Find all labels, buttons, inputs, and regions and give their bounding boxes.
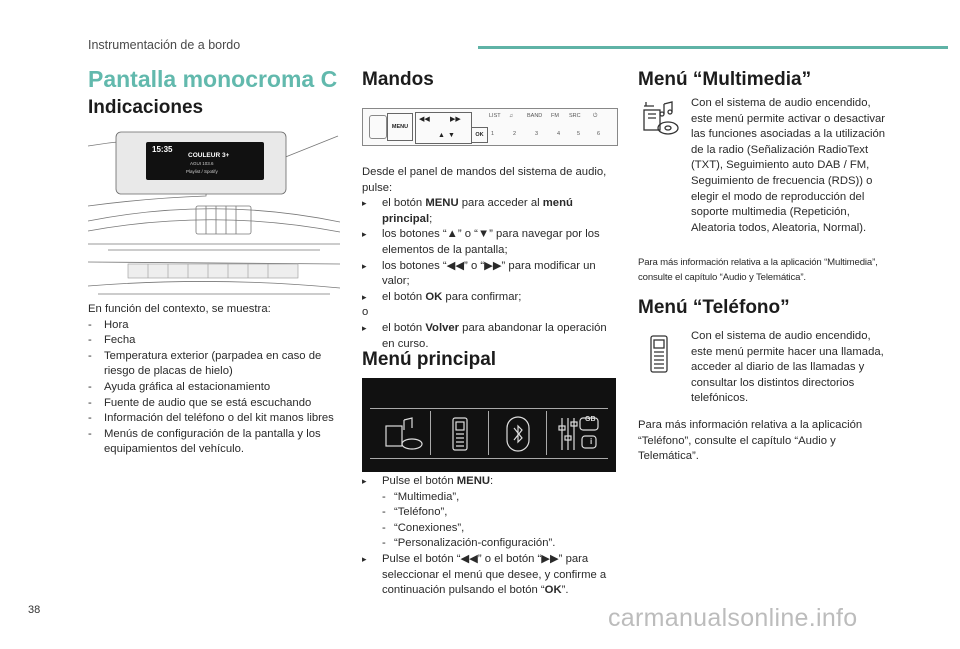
panel-arrow-pad bbox=[415, 112, 472, 144]
panel-list-label: LIST bbox=[489, 113, 501, 119]
bullet-marker-icon: ▸ bbox=[362, 322, 367, 333]
list-item: - Menús de configuración de la pantalla y los equipamientos del vehículo. bbox=[88, 427, 340, 458]
list-item: - Fuente de audio que se está escuchando bbox=[88, 396, 340, 412]
indicaciones-list bbox=[88, 318, 340, 458]
list-item: ▸ el botón OK para confirmar; bbox=[362, 290, 616, 306]
bullet-marker-icon: ▸ bbox=[362, 476, 367, 486]
bluetooth-icon bbox=[506, 416, 530, 452]
list-item: - “Personalización-configuración”. bbox=[382, 536, 616, 552]
preset-5: 5 bbox=[577, 131, 581, 137]
indicaciones-intro: En función del contexto, se muestra: bbox=[88, 303, 271, 315]
info-icon: i bbox=[590, 437, 593, 446]
panel-ok-button: OK bbox=[471, 127, 488, 143]
screen-line2: AGUI 103.6 bbox=[190, 161, 214, 166]
list-item: ▸ el botón Volver para abandonar la operación en curso. bbox=[362, 321, 607, 350]
main-menu-screen-illustration bbox=[362, 378, 616, 472]
telefono-heading: Menú “Teléfono” bbox=[638, 297, 790, 318]
preset-2: 2 bbox=[513, 131, 517, 137]
music-note-icon: ♫ bbox=[509, 113, 514, 119]
mandos-heading: Mandos bbox=[362, 69, 434, 90]
header-section-title: Instrumentación de a bordo bbox=[88, 38, 241, 52]
list-item: ▸ los botones “◀◀” o “▶▶” para modificar un valor; bbox=[362, 259, 596, 288]
list-item: - Fecha bbox=[88, 333, 340, 349]
bullet-marker-icon: ▸ bbox=[362, 229, 367, 240]
multimedia-note: Para más información relativa a la aplicación “Multimedia”, consulte el capítulo “Audio y Telemática”. bbox=[638, 257, 878, 283]
forward-icon: ▶▶ bbox=[450, 116, 461, 123]
preset-6: 6 bbox=[597, 131, 601, 137]
screen-time: 15:35 bbox=[152, 145, 173, 154]
list-item: - “Multimedia”, bbox=[382, 490, 616, 506]
header-accent-bar bbox=[478, 46, 948, 49]
menu-principal-heading: Menú principal bbox=[362, 349, 497, 370]
mandos-list bbox=[362, 196, 616, 305]
panel-menu-button: MENU bbox=[387, 113, 413, 141]
preset-3: 3 bbox=[535, 131, 539, 137]
list-item: ▸ Pulse el botón “◀◀” o el botón “▶▶” para seleccionar el menú que desee, y confirme a continuación pulsando el botón “OK”. bbox=[362, 552, 607, 597]
list-item: ▸ los botones “▲” o “▼” para navegar por los elementos de la pantalla; bbox=[362, 228, 600, 256]
list-item: - Hora bbox=[88, 318, 340, 334]
page-title: Pantalla monocroma C bbox=[88, 66, 338, 92]
list-item: ▸ Pulse el botón MENU: - “Multimedia”, - “Teléfono”, - “Conexiones”, - “Personalización-configuración”. bbox=[362, 474, 616, 552]
screen-line1: COULEUR 3+ bbox=[188, 152, 230, 159]
up-icon: ▲ bbox=[438, 132, 445, 139]
indicaciones-text bbox=[88, 302, 340, 458]
power-icon: ⏻ bbox=[593, 113, 598, 119]
multimedia-radio-icon bbox=[640, 100, 680, 136]
menu-items-list bbox=[382, 490, 616, 552]
panel-band-label: BAND bbox=[527, 113, 543, 119]
preset-4: 4 bbox=[557, 131, 561, 137]
telefono-note: Para más información relativa a la aplicación “Teléfono”, consulte el capítulo “Audio y Telemática”. bbox=[638, 419, 863, 463]
bullet-marker-icon: ▸ bbox=[362, 198, 367, 209]
list-item: ▸ el botón MENU para acceder al menú principal; bbox=[362, 197, 573, 225]
menu-principal-text bbox=[362, 474, 616, 599]
multimedia-description: Con el sistema de audio encendido, este menú permite activar o desactivar las funciones asociadas a la utilización de la radio (Señalización RadioText (TXT), Seguimiento auto DAB / FM, Seguimiento de frecuencia (RDS)) o elegir el modo de reproducción del soporte multimedia (Repetición, Aleatoria todos, Aleatoria, Normal). bbox=[691, 97, 886, 234]
indicaciones-heading: Indicaciones bbox=[88, 97, 204, 118]
multimedia-icon bbox=[382, 416, 426, 452]
preset-1: 1 bbox=[491, 131, 495, 137]
list-item: - Temperatura exterior (parpadea en caso de riesgo de placas de hielo) bbox=[88, 349, 340, 380]
bullet-marker-icon: ▸ bbox=[362, 291, 367, 302]
list-item: - Información del teléfono o del kit manos libres bbox=[88, 411, 340, 427]
down-icon: ▼ bbox=[448, 132, 455, 139]
or-text: o bbox=[362, 306, 369, 319]
panel-src-label: SRC bbox=[569, 113, 581, 119]
dashboard-display-illustration bbox=[88, 126, 340, 298]
control-panel-illustration bbox=[362, 108, 618, 146]
list-item: - “Conexiones”, bbox=[382, 521, 616, 537]
phone-icon bbox=[450, 416, 470, 452]
bullet-marker-icon: ▸ bbox=[362, 260, 367, 271]
watermark-text: carmanualsonline.info bbox=[608, 604, 858, 632]
list-item: - “Teléfono”, bbox=[382, 505, 616, 521]
rewind-icon: ◀◀ bbox=[419, 116, 430, 123]
page-number: 38 bbox=[28, 604, 41, 616]
screen-line3: Playlist / Spotify bbox=[186, 169, 218, 174]
mandos-text bbox=[362, 165, 616, 352]
telefono-phone-icon bbox=[648, 334, 670, 374]
list-item: - Ayuda gráfica al estacionamiento bbox=[88, 380, 340, 396]
telefono-description: Con el sistema de audio encendido, este menú permite hacer una llamada, acceder al diario de las llamadas y consultar los distintos directorios telefónicos. bbox=[691, 330, 884, 405]
language-gb-label: GB bbox=[585, 416, 596, 423]
multimedia-heading: Menú “Multimedia” bbox=[638, 69, 812, 90]
bullet-marker-icon: ▸ bbox=[362, 553, 367, 564]
mandos-intro: Desde el panel de mandos del sistema de audio, pulse: bbox=[362, 166, 607, 194]
panel-fm-label: FM bbox=[551, 113, 559, 119]
